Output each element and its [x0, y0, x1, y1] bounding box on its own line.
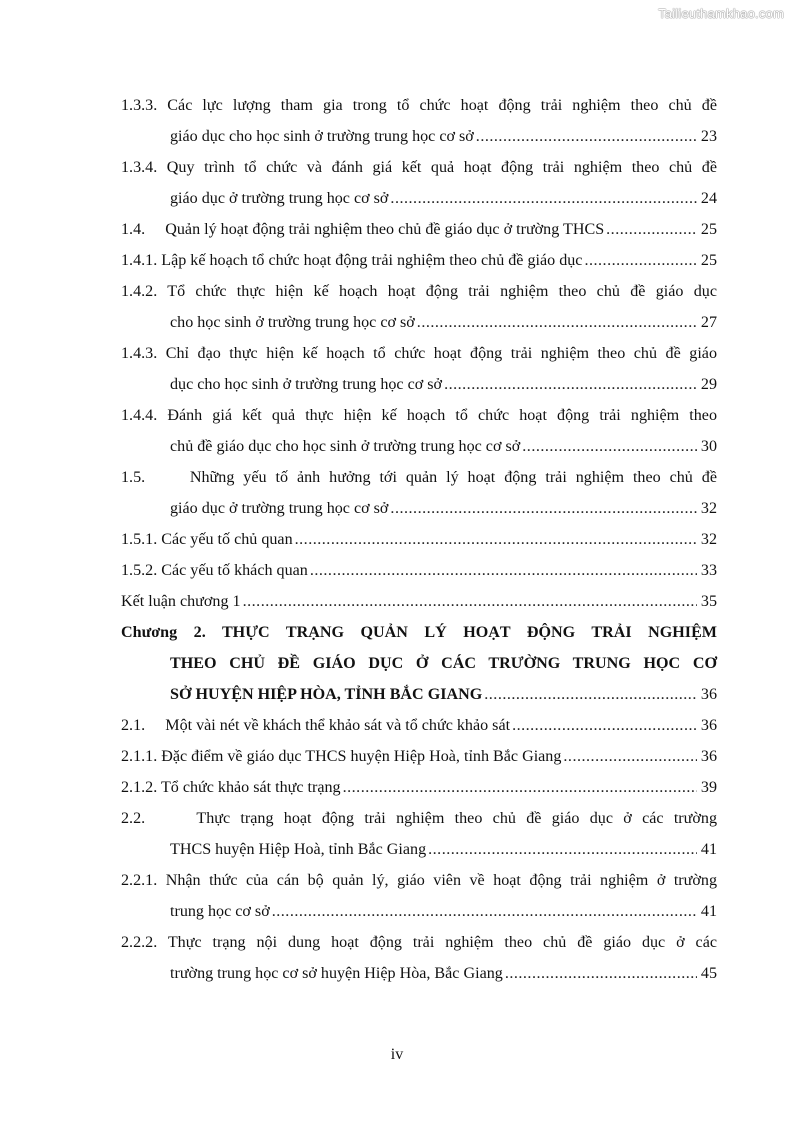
toc-page-number: 30 — [700, 438, 717, 455]
toc-entry-title: 1.5. Những yếu tố ảnh hưởng tới quản lý hoạt động trải nghiệm theo chủ đề — [121, 469, 717, 486]
toc-page-number: 36 — [700, 717, 717, 734]
toc-page-number: 32 — [700, 500, 717, 517]
toc-entry-2-2-1[interactable] — [121, 869, 717, 931]
toc-entry-1-4-4[interactable] — [121, 404, 717, 466]
toc-entry-conclusion-1[interactable] — [121, 590, 717, 621]
dot-leader — [606, 218, 697, 242]
toc-entry-2-1[interactable] — [121, 714, 717, 745]
toc-entry-title: 1.4.3. Chỉ đạo thực hiện kế hoạch tổ chức hoạt động trải nghiệm theo chủ đề giáo — [121, 345, 717, 362]
toc-entry-1-5[interactable] — [121, 466, 717, 528]
toc-entry-title: 2.2. Thực trạng hoạt động trải nghiệm theo chủ đề giáo dục ở các trường — [121, 810, 717, 827]
toc-entry-title: 2.1.1. Đặc điểm về giáo dục THCS huyện Hiệp Hoà, tỉnh Bắc Giang — [121, 748, 562, 765]
dot-leader — [310, 559, 697, 583]
toc-entry-title-cont: THCS huyện Hiệp Hoà, tỉnh Bắc Giang — [170, 841, 427, 858]
toc-page-number: 41 — [700, 903, 717, 920]
dot-leader — [444, 373, 697, 397]
page-number-footer: iv — [390, 1046, 404, 1063]
toc-entry-title: 1.4.1. Lập kế hoạch tổ chức hoạt động trải nghiệm theo chủ đề giáo dục — [121, 252, 583, 269]
toc-entry-title: 1.4.2. Tổ chức thực hiện kế hoạch hoạt động trải nghiệm theo chủ đề giáo dục — [121, 283, 717, 300]
dot-leader — [522, 435, 697, 459]
toc-page-number: 36 — [700, 686, 717, 703]
toc-entry-title: 1.3.3. Các lực lượng tham gia trong tổ chức hoạt động trải nghiệm theo chủ đề — [121, 97, 717, 114]
dot-leader — [295, 528, 697, 552]
toc-entry-1-3-3[interactable] — [121, 94, 717, 156]
dot-leader — [476, 125, 697, 149]
table-of-contents — [121, 94, 717, 993]
toc-entry-title: 2.2.1. Nhận thức của cán bộ quản lý, giáo viên về hoạt động trải nghiệm ở trường — [121, 872, 717, 889]
chapter-title-cont: SỞ HUYỆN HIỆP HÒA, TỈNH BẮC GIANG — [170, 686, 483, 703]
toc-page-number: 25 — [700, 252, 717, 269]
toc-page-number: 24 — [700, 190, 717, 207]
toc-entry-title: 1.5.2. Các yếu tố khách quan — [121, 562, 308, 579]
dot-leader — [343, 776, 697, 800]
toc-entry-1-3-4[interactable] — [121, 156, 717, 218]
dot-leader — [505, 962, 697, 986]
toc-entry-1-4-2[interactable] — [121, 280, 717, 342]
toc-entry-title: 1.4. Quản lý hoạt động trải nghiệm theo chủ đề giáo dục ở trường THCS — [121, 221, 605, 238]
toc-entry-1-4-3[interactable] — [121, 342, 717, 404]
toc-entry-title: 2.2.2. Thực trạng nội dung hoạt động trải nghiệm theo chủ đề giáo dục ở các — [121, 934, 717, 951]
dot-leader — [428, 838, 697, 862]
toc-entry-title-cont: giáo dục cho học sinh ở trường trung học cơ sở — [170, 128, 474, 145]
toc-entry-title-cont: chủ đề giáo dục cho học sinh ở trường trung học cơ sở — [170, 438, 521, 455]
toc-entry-2-1-1[interactable] — [121, 745, 717, 776]
toc-entry-2-2-2[interactable] — [121, 931, 717, 993]
toc-entry-1-5-2[interactable] — [121, 559, 717, 590]
toc-entry-1-5-1[interactable] — [121, 528, 717, 559]
toc-page-number: 41 — [700, 841, 717, 858]
toc-entry-title-cont: trung học cơ sở — [170, 903, 270, 920]
dot-leader — [484, 683, 697, 707]
watermark-text: Tailieuthamkhao.com — [658, 6, 784, 21]
toc-entry-title: Kết luận chương 1 — [121, 593, 241, 610]
toc-entry-title-cont: trường trung học cơ sở huyện Hiệp Hòa, Bắc Giang — [170, 965, 503, 982]
toc-page-number: 27 — [700, 314, 717, 331]
toc-page-number: 23 — [700, 128, 717, 145]
toc-page-number: 33 — [700, 562, 717, 579]
toc-entry-1-4[interactable] — [121, 218, 717, 249]
dot-leader — [512, 714, 697, 738]
dot-leader — [272, 900, 697, 924]
toc-entry-1-4-1[interactable] — [121, 249, 717, 280]
toc-entry-title: 1.3.4. Quy trình tổ chức và đánh giá kết quả hoạt động trải nghiệm theo chủ đề — [121, 159, 717, 176]
toc-page-number: 35 — [700, 593, 717, 610]
dot-leader — [243, 590, 697, 614]
dot-leader — [390, 187, 697, 211]
dot-leader — [417, 311, 697, 335]
toc-page-number: 32 — [700, 531, 717, 548]
toc-entry-title-cont: cho học sinh ở trường trung học cơ sở — [170, 314, 415, 331]
dot-leader — [563, 745, 697, 769]
toc-page-number: 29 — [700, 376, 717, 393]
toc-page-number: 39 — [700, 779, 717, 796]
chapter-title-cont: THEO CHỦ ĐỀ GIÁO DỤC Ở CÁC TRƯỜNG TRUNG HỌC CƠ — [170, 655, 717, 672]
toc-page-number: 45 — [700, 965, 717, 982]
toc-entry-2-1-2[interactable] — [121, 776, 717, 807]
dot-leader — [390, 497, 697, 521]
chapter-title: Chương 2. THỰC TRẠNG QUẢN LÝ HOẠT ĐỘNG TRẢI NGHIỆM — [121, 624, 717, 641]
toc-entry-2-2[interactable] — [121, 807, 717, 869]
toc-entry-title: 2.1.2. Tổ chức khảo sát thực trạng — [121, 779, 341, 796]
dot-leader — [584, 249, 697, 273]
toc-entry-title-cont: dục cho học sinh ở trường trung học cơ sở — [170, 376, 443, 393]
toc-page-number: 36 — [700, 748, 717, 765]
toc-entry-title: 1.4.4. Đánh giá kết quả thực hiện kế hoạch tổ chức hoạt động trải nghiệm theo — [121, 407, 717, 424]
toc-entry-title-cont: giáo dục ở trường trung học cơ sở — [170, 190, 389, 207]
toc-entry-title: 2.1. Một vài nét về khách thể khảo sát và tổ chức khảo sát — [121, 717, 511, 734]
toc-entry-title-cont: giáo dục ở trường trung học cơ sở — [170, 500, 389, 517]
toc-chapter-2[interactable] — [121, 621, 717, 714]
toc-entry-title: 1.5.1. Các yếu tố chủ quan — [121, 531, 293, 548]
toc-page-number: 25 — [700, 221, 717, 238]
